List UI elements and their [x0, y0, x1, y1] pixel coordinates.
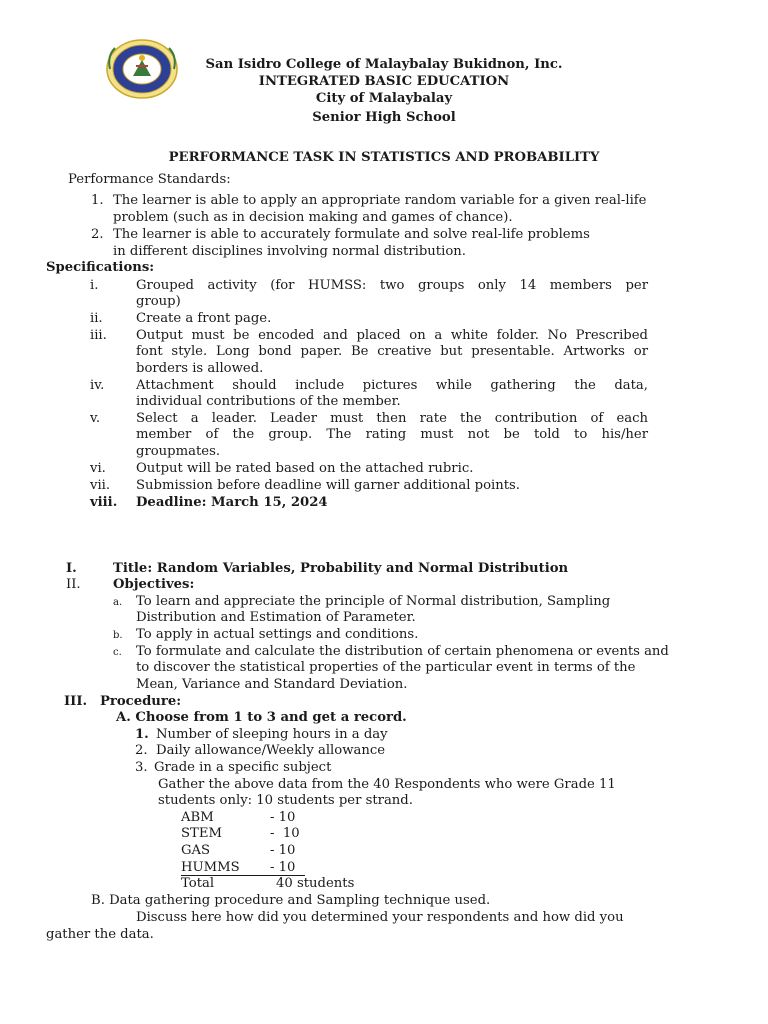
spec-num: viii. [90, 495, 118, 510]
objective-letter: c. [113, 647, 122, 658]
spec-text: group) [136, 294, 181, 309]
institution-name: San Isidro College of Malaybalay Bukidnon, Inc. [205, 57, 563, 72]
department-name: INTEGRATED BASIC EDUCATION [258, 74, 510, 89]
choice-text: Number of sleeping hours in a day [156, 727, 388, 742]
spec-num: vi. [90, 461, 106, 476]
objective-letter: b. [113, 630, 123, 641]
spec-text: Attachment should include pictures while gathering the data, [136, 378, 648, 393]
spec-text: Output must be encoded and placed on a white folder. No Prescribed [136, 328, 648, 343]
objective-text: To formulate and calculate the distribution of certain phenomena or events and [136, 644, 669, 659]
section-num: II. [66, 577, 81, 592]
standard-text: in different disciplines involving normal distribution. [113, 244, 466, 259]
strand-name: ABM [181, 810, 214, 825]
choice-text: Grade in a specific subject [154, 760, 332, 775]
discuss-text: gather the data. [46, 927, 154, 942]
city-name: City of Malaybalay [315, 91, 453, 106]
objectives-label: Objectives: [113, 577, 195, 592]
strand-count: - 10 [270, 860, 296, 875]
strand-name: HUMMS [181, 860, 240, 875]
strand-name: GAS [181, 843, 211, 858]
choice-text: Daily allowance/Weekly allowance [156, 743, 386, 758]
spec-text: groupmates. [136, 444, 221, 459]
standard-text: problem (such as in decision making and games of chance). [113, 210, 513, 225]
gather-text: Gather the above data from the 40 Respondents who were Grade 11 [158, 777, 616, 792]
spec-text: Create a front page. [136, 311, 272, 326]
spec-text: borders is allowed. [136, 361, 264, 376]
objective-text: To learn and appreciate the principle of Normal distribution, Sampling [136, 594, 611, 609]
discuss-text: Discuss here how did you determined your respondents and how did you [136, 910, 624, 925]
total-value: 40 students [276, 876, 355, 891]
objective-text: Distribution and Estimation of Parameter. [136, 610, 416, 625]
objective-text: Mean, Variance and Standard Deviation. [136, 677, 408, 692]
choice-num: 1. [135, 727, 149, 742]
spec-text: Output will be rated based on the attached rubric. [136, 461, 474, 476]
part-b-heading: B. Data gathering procedure and Sampling technique used. [91, 893, 491, 908]
spec-text: Select a leader. Leader must then rate the contribution of each [136, 411, 648, 426]
standard-text: The learner is able to apply an appropriate random variable for a given real-life [113, 193, 647, 208]
strand-name: STEM [181, 826, 222, 841]
section-num: I. [66, 561, 77, 576]
performance-standards-label: Performance Standards: [68, 172, 231, 187]
part-a-heading: A. Choose from 1 to 3 and get a record. [116, 710, 407, 725]
standard-num: 2. [91, 227, 104, 242]
standard-text: The learner is able to accurately formulate and solve real-life problems [113, 227, 590, 242]
spec-num: iii. [90, 328, 107, 343]
spec-num: v. [90, 411, 101, 426]
objective-text: To apply in actual settings and conditions. [136, 627, 419, 642]
strand-count: - 10 [270, 843, 296, 858]
strand-count: - 10 [270, 810, 296, 825]
spec-num: ii. [90, 311, 103, 326]
spec-text: member of the group. The rating must not be told to his/her [136, 427, 648, 442]
gather-text: students only: 10 students per strand. [158, 793, 413, 808]
spec-text: Submission before deadline will garner additional points. [136, 478, 520, 493]
spec-text: Grouped activity (for HUMSS: two groups only 14 members per [136, 278, 648, 293]
objective-letter: a. [113, 597, 123, 608]
section-num: III. [64, 694, 88, 709]
section-title: Title: Random Variables, Probability and Normal Distribution [113, 561, 569, 576]
standard-num: 1. [91, 193, 104, 208]
spec-num: iv. [90, 378, 105, 393]
deadline-text: Deadline: March 15, 2024 [136, 495, 328, 510]
procedure-label: Procedure: [100, 694, 182, 709]
spec-text: individual contributions of the member. [136, 394, 401, 409]
strand-count: - 10 [270, 826, 300, 841]
page-title: PERFORMANCE TASK IN STATISTICS AND PROBABILITY [168, 150, 600, 165]
spec-num: i. [90, 278, 99, 293]
specifications-label: Specifications: [46, 260, 155, 275]
school-level: Senior High School [312, 110, 456, 125]
choice-num: 3. [135, 760, 148, 775]
choice-num: 2. [135, 743, 148, 758]
objective-text: to discover the statistical properties of the particular event in terms of the [136, 660, 636, 675]
spec-num: vii. [90, 478, 111, 493]
total-label: Total [181, 876, 215, 891]
spec-text: font style. Long bond paper. Be creative but presentable. Artworks or [136, 344, 648, 359]
